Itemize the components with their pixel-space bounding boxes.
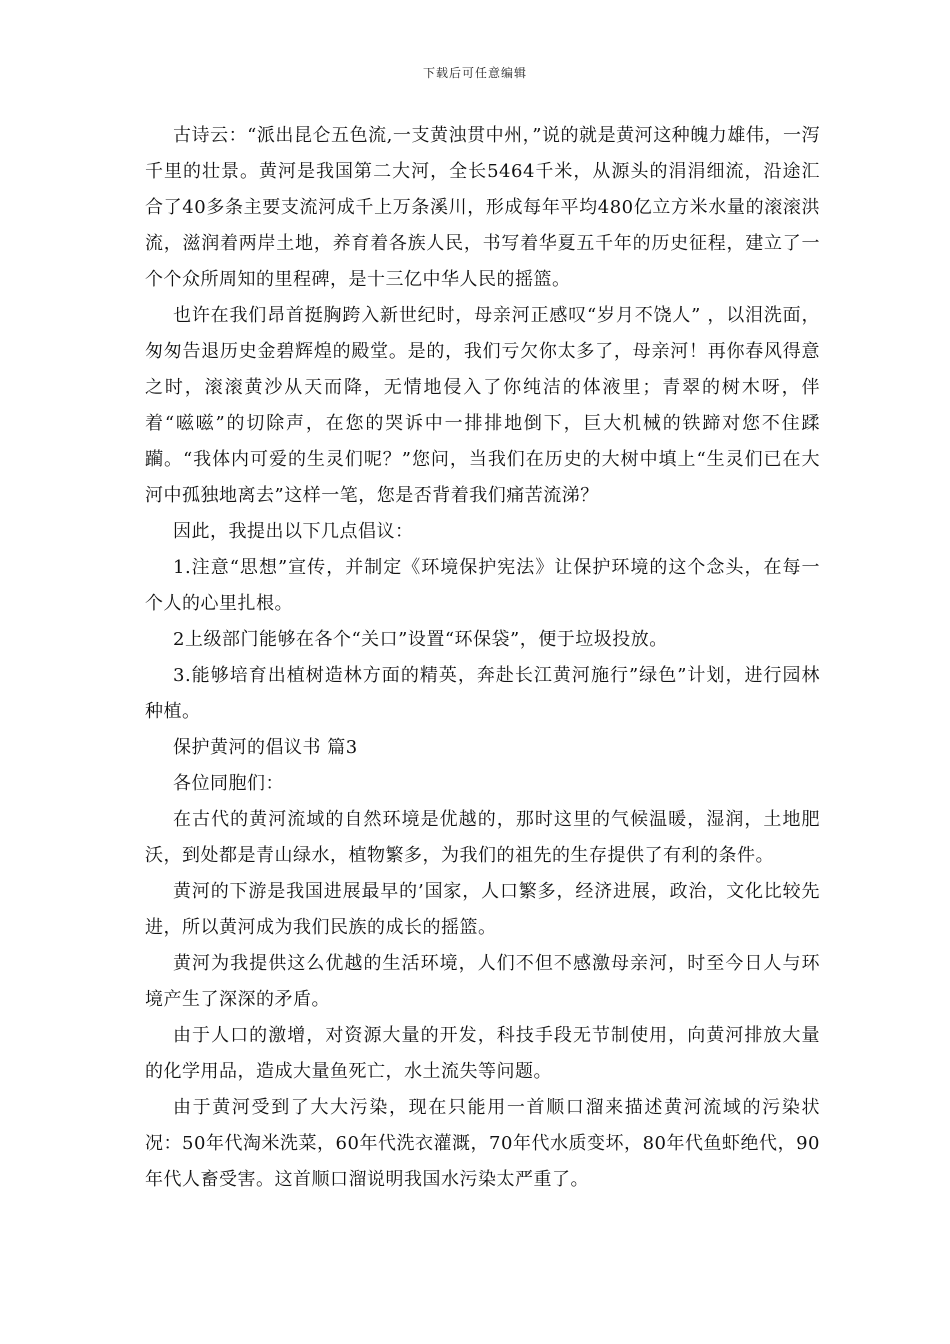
page-header-note: 下载后可任意编辑: [422, 66, 527, 80]
paragraph-proposals-intro: 因此，我提出以下几点倡议：: [173, 521, 414, 542]
paragraph-new-century: 也许在我们昂首挺胸跨入新世纪时，母亲河正感叹“岁月不饶人” ，以泪洗面，匆匆告退历史金碧辉煌的殿堂。是的，我们亏欠你太多了，母亲河！再你春风得意之时，滚滚黄沙从天而降，无情地侵入了你纯洁的体液里；青翠的树木呀，伴着“嗞嗞”的切除声，在您的哭诉中一排排地倒下，巨大机械的铁蹄对您不住蹂躏。“我体内可爱的生灵们呢？”您问，当我们在历史的大树中填上“生灵们已在大河中孤独地离去”这样一笔，您是否背着我们痛苦流涕？: [145, 305, 820, 506]
paragraph-lower-reaches: 黄河的下游是我国进展最早的’国家，人口繁多，经济进展，政治，文化比较先进，所以黄河成为我们民族的成长的摇篮。: [145, 881, 820, 938]
paragraph-population: 由于人口的激增，对资源大量的开发，科技手段无节制使用，向黄河排放大量的化学用品，造成大量鱼死亡，水土流失等问题。: [145, 1025, 820, 1082]
paragraph-proposal-3: 3.能够培育出植树造林方面的精英，奔赴长江黄河施行”绿色”计划，进行园林种植。: [145, 665, 820, 722]
paragraph-ancient-environment: 在古代的黄河流域的自然环境是优越的，那时这里的气候温暖，湿润，土地肥沃，到处都是青山绿水，植物繁多，为我们的祖先的生存提供了有利的条件。: [145, 809, 820, 866]
paragraph-pollution-rhyme: 由于黄河受到了大大污染，现在只能用一首顺口溜来描述黄河流域的污染状况：50年代淘米洗菜，60年代洗衣灌溉，70年代水质变坏，80年代鱼虾绝代，90年代人畜受害。这首顺口溜说明我国水污染太严重了。: [145, 1097, 820, 1190]
paragraph-contradiction: 黄河为我提供这么优越的生活环境，人们不但不感激母亲河，时至今日人与环境产生了深深的矛盾。: [145, 953, 820, 1010]
section-title: 保护黄河的倡议书 篇3: [173, 737, 358, 758]
paragraph-poem-intro: 古诗云：“派出昆仑五色流,一支黄浊贯中州，”说的就是黄河这种魄力雄伟，一泻千里的壮景。黄河是我国第二大河，全长5464千米，从源头的涓涓细流，沿途汇合了40多条主要支流河成千上万条溪川，形成每年平均480亿立方米水量的滚滚洪流，滋润着两岸土地，养育着各族人民，书写着华夏五千年的历史征程，建立了一个个众所周知的里程碑，是十三亿中华人民的摇篮。: [145, 125, 820, 290]
salutation: 各位同胞们：: [173, 773, 284, 794]
paragraph-proposal-1: 1.注意“思想”宣传，并制定《环境保护宪法》让保护环境的这个念头，在每一个人的心里扎根。: [145, 557, 820, 614]
paragraph-proposal-2: 2上级部门能够在各个“关口”设置“环保袋”，便于垃圾投放。: [173, 629, 668, 650]
document-body: [145, 118, 820, 1198]
